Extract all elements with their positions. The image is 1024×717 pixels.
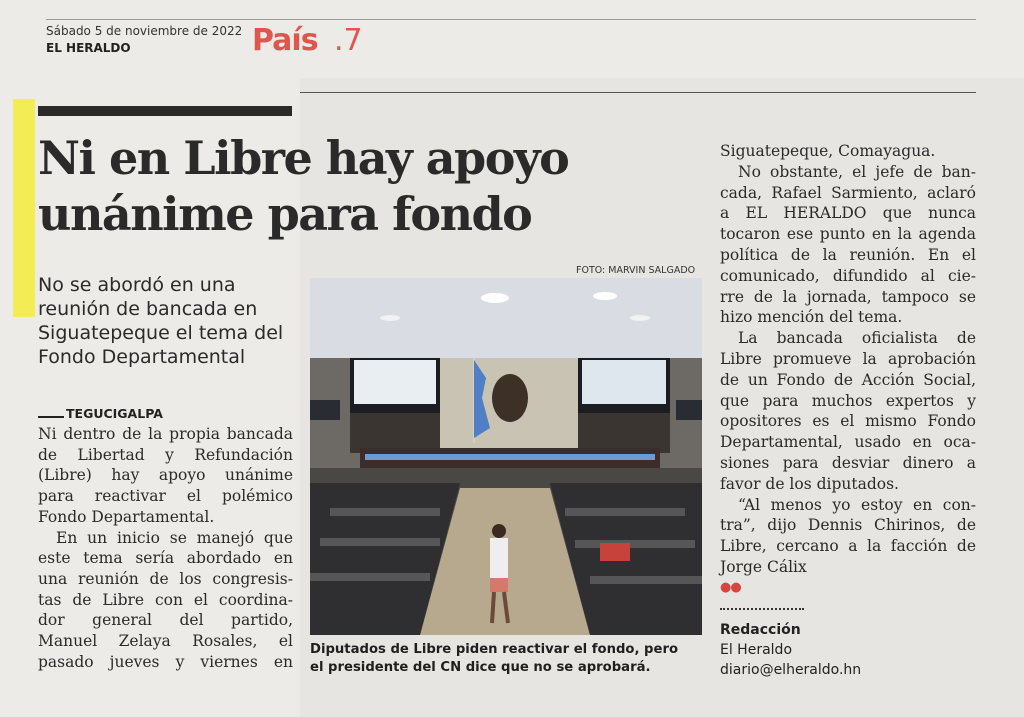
- body-line: opositores es el mismo Fondo: [720, 412, 976, 431]
- body-line: tas de Libre con el coordina-: [38, 590, 293, 609]
- byline: [720, 620, 861, 680]
- body-line: (Libre) hay apoyo unánime: [38, 466, 293, 485]
- body-column-1: [38, 424, 293, 672]
- byline-outlet: El Heraldo: [720, 642, 793, 658]
- body-line: una reunión de los congresis-: [38, 569, 293, 588]
- subheadline: [38, 273, 300, 369]
- body-line: Siguatepeque, Comayagua.: [720, 142, 936, 160]
- body-line-text: Jorge Cálix: [720, 557, 807, 576]
- caption-line: el presidente del CN dice que no se aprobará.: [310, 660, 651, 675]
- body-line: tra”, dijo Dennis Chirinos, de: [720, 516, 976, 535]
- body-line: comunicado, difundido al cie-: [720, 266, 976, 285]
- top-rule: [46, 19, 976, 20]
- body-line: que para muchos expertos y: [720, 391, 976, 410]
- body-line: dor general del partido,: [38, 611, 293, 630]
- dateline-rule: [38, 416, 64, 418]
- body-line: Fondo Departamental.: [38, 507, 215, 526]
- body-line: Libre promueve la aprobación: [720, 349, 976, 368]
- end-mark-icon: ●●: [720, 579, 741, 595]
- body-line: siones para desviar dinero a: [720, 453, 976, 472]
- caption-line: Diputados de Libre piden reactivar el fondo, pero: [310, 642, 679, 657]
- body-line: Manuel Zelaya Rosales, el: [38, 632, 293, 651]
- congress-chamber-photo: [310, 278, 702, 635]
- body-line: Departamental, usado en oca-: [720, 433, 976, 452]
- photo-caption: [310, 641, 705, 677]
- body-line: Libre, cercano a la facción de: [720, 537, 976, 556]
- dateline: TEGUCIGALPA: [66, 406, 163, 421]
- kicker-bar: [38, 106, 292, 116]
- body-line: rre de la jornada, tampoco se: [720, 287, 976, 306]
- section-name: País: [252, 23, 318, 58]
- body-line: a EL HERALDO que nunca: [720, 204, 976, 223]
- section-rule: [300, 92, 976, 93]
- masthead-date: Sábado 5 de noviembre de 2022: [46, 24, 243, 38]
- body-line: “Al menos yo estoy en con-: [738, 495, 976, 514]
- subhead-line: Siguatepeque el tema del: [38, 322, 284, 344]
- headline-line: Ni en Libre hay apoyo: [38, 131, 569, 185]
- byline-label: Redacción: [720, 622, 801, 638]
- photo-credit: FOTO: MARVIN SALGADO: [576, 265, 696, 276]
- masthead-paper-name: EL HERALDO: [46, 41, 131, 55]
- byline-email: diario@elheraldo.hn: [720, 662, 862, 678]
- body-line: Ni dentro de la propia bancada: [38, 425, 293, 443]
- body-line: favor de los diputados.: [720, 474, 899, 493]
- body-line-final: [720, 557, 976, 599]
- body-line: este tema sería abordado en: [38, 549, 293, 568]
- body-line: política de la reunión. En el: [720, 245, 976, 264]
- body-line: de un Fondo de Acción Social,: [720, 370, 976, 389]
- highlighter-mark: [13, 99, 35, 317]
- subhead-line: Fondo Departamental: [38, 346, 246, 368]
- body-column-3: [720, 141, 976, 599]
- body-line: de Libertad y Refundación: [38, 445, 293, 464]
- body-line: para reactivar el polémico: [38, 487, 293, 506]
- headline: [38, 130, 718, 242]
- headline-line: unánime para fondo: [38, 187, 532, 241]
- body-line: cada, Rafael Sarmiento, aclaró: [720, 183, 976, 202]
- body-line: La bancada oficialista de: [738, 329, 976, 348]
- subhead-line: reunión de bancada en: [38, 298, 258, 320]
- signature-divider: [720, 608, 804, 610]
- body-line: pasado jueves y viernes en: [38, 652, 293, 671]
- body-line: hizo mención del tema.: [720, 308, 903, 327]
- subhead-line: No se abordó en una: [38, 274, 236, 296]
- body-line: tocaron ese punto en la agenda: [720, 225, 976, 244]
- body-line: No obstante, el jefe de ban-: [738, 162, 976, 181]
- body-line: En un inicio se manejó que: [56, 528, 293, 547]
- page-number: .7: [334, 23, 363, 58]
